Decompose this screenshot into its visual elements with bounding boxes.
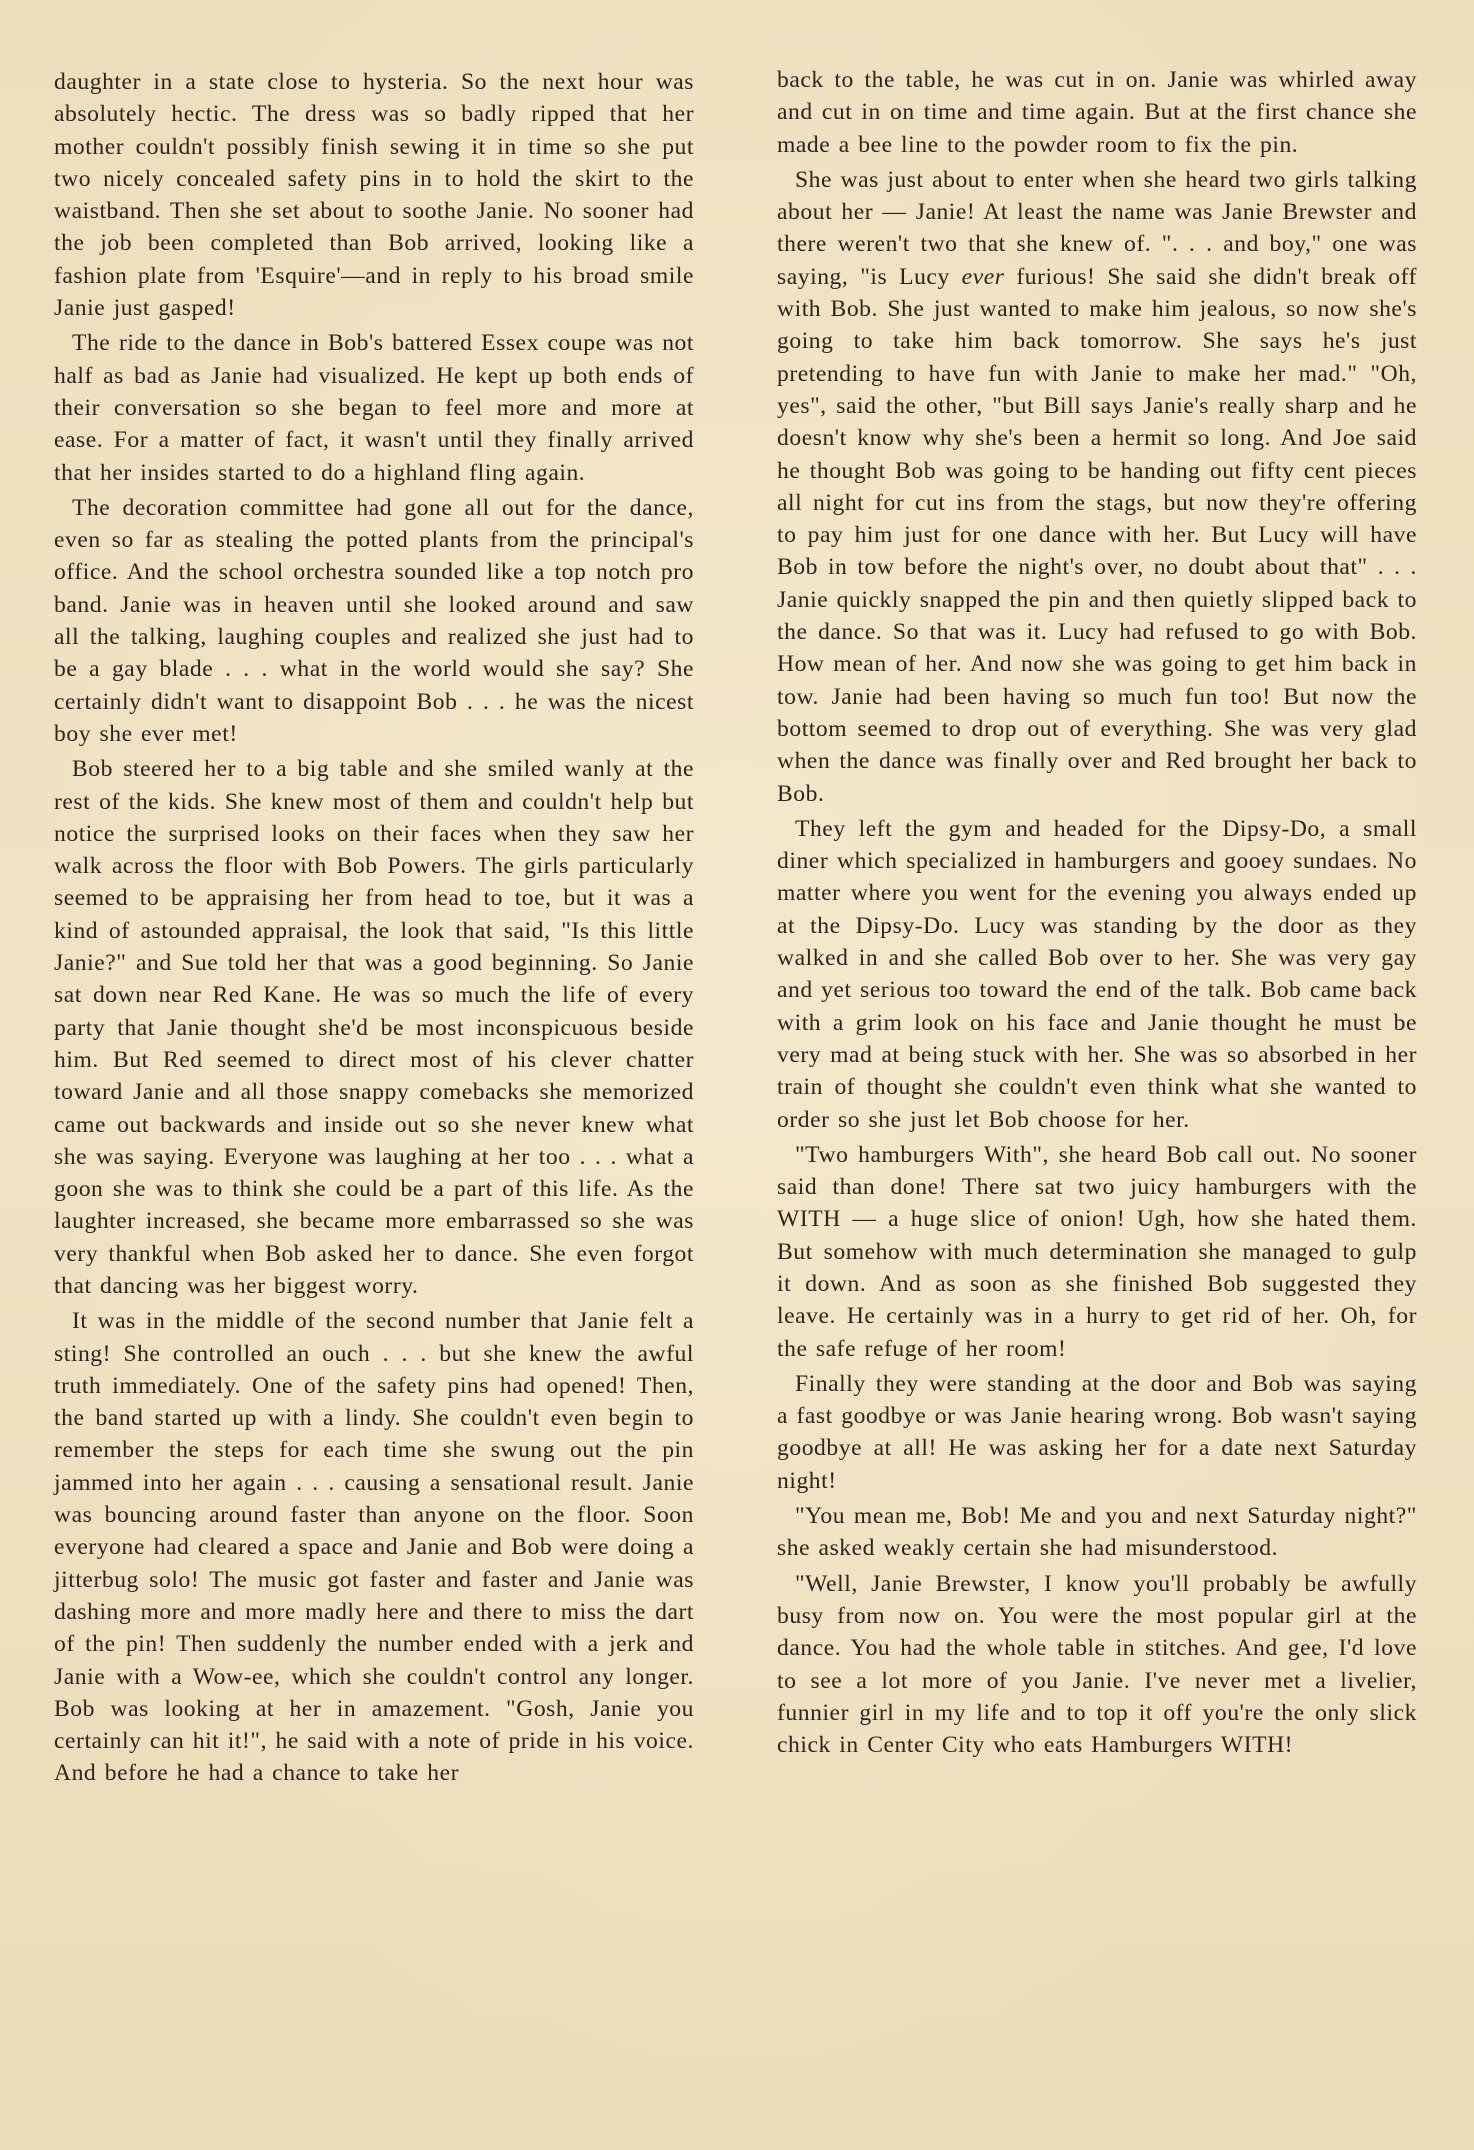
paragraph: It was in the middle of the second number that Janie felt a sting! She controlled an ouch . . . but she knew the awful truth immediately. One of the safety pins had opened! Then, the band started up with a lindy. She couldn't even begin to remember the steps for each time she swung out the pin jammed into her again . . . causing a sensational result. Janie was bouncing around faster than anyone on the floor. Soon everyone had cleared a space and Janie and Bob were doing a jitterbug solo! The music got faster and faster and Janie was dashing more and more madly here and there to miss the dart of the pin! Then suddenly the number ended with a jerk and Janie with a Wow-ee, which she couldn't control any longer. Bob was looking at her in amazement. "Gosh, Janie you certainly can hit it!", he said with a note of pride in his voice. And before he had a chance to take her: [54, 1308, 694, 1787]
paragraph-text: She was just about to enter when she heard two girls talking about her — Janie! At least the name was Janie Brewster and there weren't two that she knew of. ". . . and boy," one was saying, "is Lucy: [777, 166, 1417, 290]
paragraph: "Well, Janie Brewster, I know you'll probably be awfully busy from now on. You were the most popular girl at the dance. You had the whole table in stitches. And gee, I'd love to see a lot more of you Janie. I've never met a livelier, funnier girl in my life and to top it off you're the only slick chick in Center City who eats Hamburgers WITH!: [777, 1570, 1417, 1759]
paragraph: [777, 164, 1417, 810]
paragraph: The ride to the dance in Bob's battered Essex coupe was not half as bad as Janie had visualized. He kept up both ends of their conversation so she began to feel more and more at ease. For a matter of fact, it wasn't until they finally arrived that her insides started to do a highland fling again.: [54, 330, 694, 486]
left-text-column: [54, 66, 694, 1793]
paragraph: daughter in a state close to hysteria. So the next hour was absolutely hectic. The dress was so badly ripped that her mother couldn't possibly finish sewing it in time so she put two nicely concealed safety pins in to hold the skirt to the waistband. Then she set about to soothe Janie. No sooner had the job been completed than Bob arrived, looking like a fashion plate from 'Esquire'—and in reply to his broad smile Janie just gasped!: [54, 69, 694, 322]
paragraph: "You mean me, Bob! Me and you and next Saturday night?" she asked weakly certain she had misunderstood.: [777, 1503, 1417, 1562]
paragraph-text: furious! She said she didn't break off with Bob. She just wanted to make him jealous, so now she's going to take him back tomorrow. She says he's just pretending to have fun with Janie to make her mad." "Oh, yes", said the other, "but Bill says Janie's really sharp and he doesn't know why she's been a hermit so long. And Joe said he thought Bob was going to be handing out fifty cent pieces all night for cut ins from the stags, but now they're offering to pay him just for one dance with her. But Lucy will have Bob in tow before the night's over, no doubt about that" . . . Janie quickly snapped the pin and then quietly slipped back to the dance. So that was it. Lucy had refused to go with Bob. How mean of her. And now she was going to get him back in tow. Janie had been having so much fun too! But now the bottom seemed to drop out of everything. She was very glad when the dance was finally over and Red brought her back to Bob.: [777, 263, 1417, 807]
right-text-column: [777, 64, 1417, 1764]
paragraph: The decoration committee had gone all out for the dance, even so far as stealing the potted plants from the principal's office. And the school orchestra sounded like a top notch pro band. Janie was in heaven until she looked around and saw all the talking, laughing couples and realized she just had to be a gay blade . . . what in the world would she say? She certainly didn't want to disappoint Bob . . . he was the nicest boy she ever met!: [54, 494, 694, 747]
paragraph: Bob steered her to a big table and she smiled wanly at the rest of the kids. She knew most of them and couldn't help but notice the surprised looks on their faces when they saw her walk across the floor with Bob Powers. The girls particularly seemed to be appraising her from head to toe, but it was a kind of astounded appraisal, the look that said, "Is this little Janie?" and Sue told her that was a good beginning. So Janie sat down near Red Kane. He was so much the life of every party that Janie thought she'd be most inconspicuous beside him. But Red seemed to direct most of his clever chatter toward Janie and all those snappy comebacks she memorized came out backwards and inside out so she never knew what she was saying. Everyone was laughing at her too . . . what a goon she was to think she could be a part of this life. As the laughter increased, she became more embarrassed so she was very thankful when Bob asked her to dance. She even forgot that dancing was her biggest worry.: [54, 756, 694, 1299]
paragraph: back to the table, he was cut in on. Janie was whirled away and cut in on time and time again. But at the first chance she made a bee line to the powder room to fix the pin.: [777, 67, 1417, 158]
italic-word: ever: [961, 263, 1005, 290]
paragraph: "Two hamburgers With", she heard Bob call out. No sooner said than done! There sat two juicy hamburgers with the WITH — a huge slice of onion! Ugh, how she hated them. But somehow with much determination she managed to gulp it down. And as soon as she finished Bob suggested they leave. He certainly was in a hurry to get rid of her. Oh, for the safe refuge of her room!: [777, 1141, 1417, 1362]
paragraph: They left the gym and headed for the Dipsy-Do, a small diner which specialized in hamburgers and gooey sundaes. No matter where you went for the evening you always ended up at the Dipsy-Do. Lucy was standing by the door as they walked in and she called Bob over to her. She was very gay and yet serious too toward the end of the talk. Bob came back with a grim look on his face and Janie thought he must be very mad at being stuck with her. She was so absorbed in her train of thought she couldn't even think what she wanted to order so she just let Bob choose for her.: [777, 815, 1418, 1133]
paragraph: Finally they were standing at the door and Bob was saying a fast goodbye or was Janie hearing wrong. Bob wasn't saying goodbye at all! He was asking her for a date next Saturday night!: [777, 1370, 1417, 1494]
